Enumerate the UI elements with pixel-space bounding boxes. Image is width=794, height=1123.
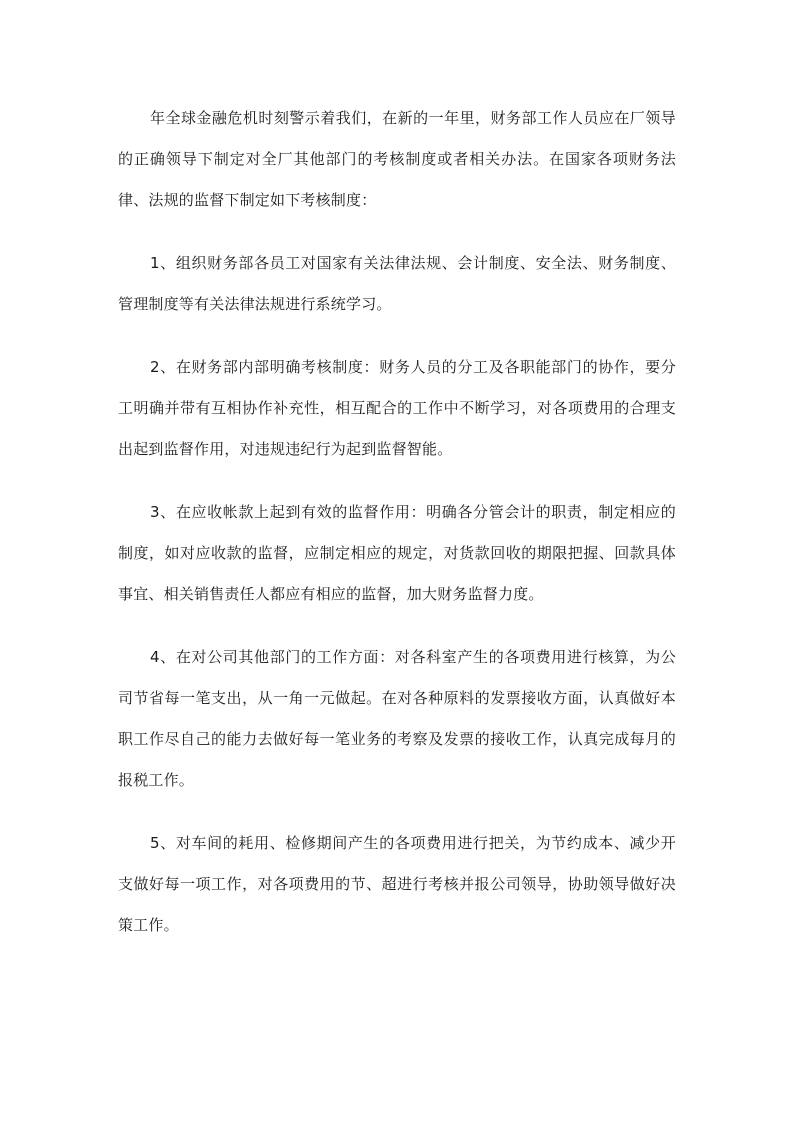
item-paragraph-2: 2、在财务部内部明确考核制度：财务人员的分工及各职能部门的协作，要分工明确并带有互相协作补充性，相互配合的工作中不断学习，对各项费用的合理支出起到监督作用，对违规违纪行为起到监督智能。	[118, 358, 676, 458]
item-paragraph-4: 4、在对公司其他部门的工作方面：对各科室产生的各项费用进行核算，为公司节省每一笔支出，从一角一元做起。在对各种原料的发票接收方面，认真做好本职工作尽自己的能力去做好每一笔业务的考察及发票的接收工作，认真完成每月的报税工作。	[118, 648, 676, 789]
item-paragraph-1: 1、组织财务部各员工对国家有关法律法规、会计制度、安全法、财务制度、管理制度等有关法律法规进行系统学习。	[118, 254, 676, 313]
item-paragraph-3: 3、在应收帐款上起到有效的监督作用：明确各分管会计的职责，制定相应的制度，如对应收款的监督，应制定相应的规定，对货款回收的期限把握、回款具体事宜、相关销售责任人都应有相应的监督，加大财务监督力度。	[118, 503, 676, 603]
item-paragraph-5: 5、对车间的耗用、检修期间产生的各项费用进行把关，为节约成本、减少开支做好每一项工作，对各项费用的节、超进行考核并报公司领导，协助领导做好决策工作。	[118, 834, 676, 934]
document-body	[118, 98, 676, 968]
intro-paragraph: 年全球金融危机时刻警示着我们，在新的一年里，财务部工作人员应在厂领导的正确领导下制定对全厂其他部门的考核制度或者相关办法。在国家各项财务法律、法规的监督下制定如下考核制度：	[118, 109, 676, 209]
